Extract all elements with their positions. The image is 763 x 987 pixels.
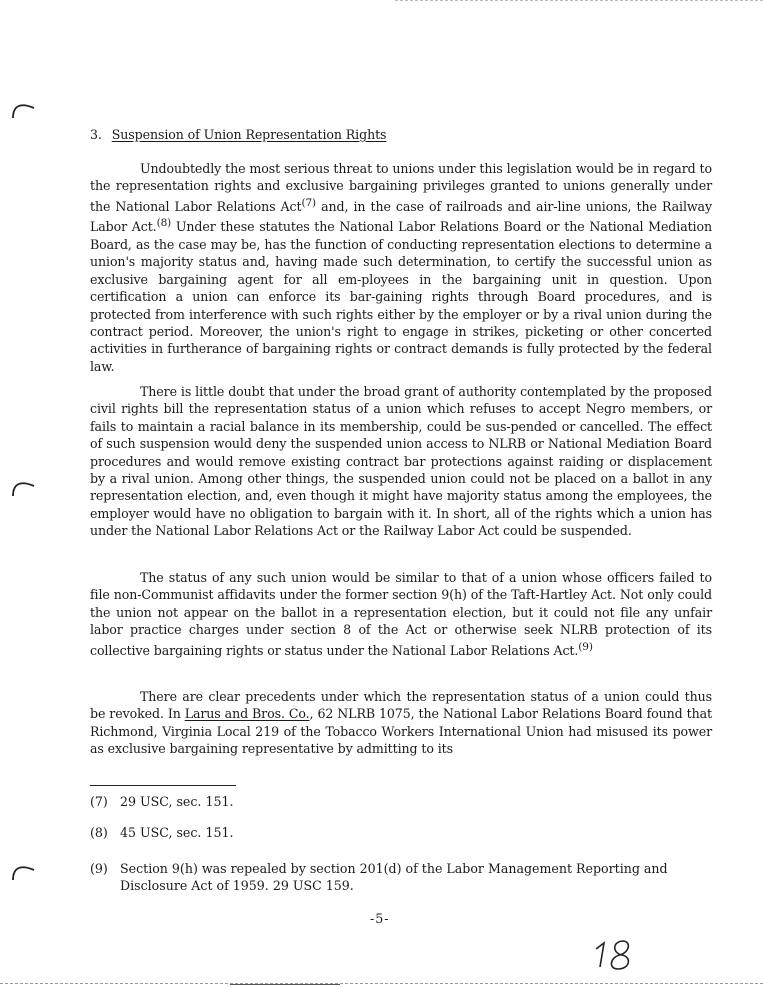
footnote <box>90 860 712 895</box>
footnote-marker: (8) <box>90 825 108 840</box>
footnote-ref: (7) <box>301 196 317 209</box>
paragraph-text: There are clear precedents under which the representation status of a union could thus be revoked. In <box>90 689 712 722</box>
paragraph-text: and, in the case of railroads and air-line unions, the Railway Labor Act. <box>90 199 712 235</box>
footnote <box>90 793 712 810</box>
scan-edge-bottom <box>230 984 340 985</box>
footnote-marker: (9) <box>90 861 108 876</box>
section-title: Suspension of Union Representation Rights <box>111 127 387 142</box>
paragraph <box>90 160 712 375</box>
page-number: -5- <box>370 911 390 926</box>
paragraph-text: There is little doubt that under the broad grant of authority contemplated by the proposed civil rights bill the representation status of a union which refuses to accept Negro members, or fails to maintain a racial balance in its membership, could be sus-pended or cancelled. The effect of such suspension would deny the suspended union access to NLRB or National Mediation Board procedures and would remove existing contract bar protections against raiding or displacement by a rival union. Among other things, the suspended union could not be placed on a ballot in any representation election, and, even though it might have majority status among the employees, the employer would have no obligation to bargain with it. In short, all of the rights which a union has under the National Labor Relations Act or the Railway Labor Act could be suspended. <box>90 384 712 539</box>
paragraph <box>90 569 712 659</box>
paragraph-text: , 62 NLRB 1075, the National Labor Relations Board found that Richmond, Virginia Local 219 of the Tobacco Workers International Union had misused its power as exclusive bargaining representative by admitting to its <box>90 706 712 757</box>
paragraph-text: The status of any such union would be similar to that of a union whose officers failed to file non-Communist affidavits under the former section 9(h) of the Taft-Hartley Act. Not only could the union not appear on the ballot in a representation election, but it could not file any unfair labor practice charges under section 8 of the Act or otherwise seek NLRB protection of its collective bargaining rights or status under the National Labor Relations Act. <box>90 570 712 658</box>
scan-edge-bottom <box>0 983 763 984</box>
section-heading <box>90 126 712 143</box>
footnote-text: 45 USC, sec. 151. <box>120 825 234 840</box>
section-number: 3. <box>90 127 102 142</box>
binder-hole-mark <box>10 100 36 120</box>
footnote-text: Section 9(h) was repealed by section 201(d) of the Labor Management Reporting and Disclosure Act of 1959. 29 USC 159. <box>120 861 668 894</box>
footnote-marker: (7) <box>90 794 108 809</box>
footnote-ref: (9) <box>578 640 593 653</box>
scan-edge-top <box>395 0 763 4</box>
binder-hole-mark <box>10 862 36 882</box>
binder-hole-mark <box>10 478 36 498</box>
paragraph-text: Undoubtedly the most serious threat to unions under this legislation would be in regard to the representation rights and exclusive bargaining privileges granted to unions generally under the National Labor Relations Act <box>90 161 712 214</box>
footnote-text: 29 USC, sec. 151. <box>120 794 234 809</box>
paragraph-text: Under these statutes the National Labor Relations Board or the National Mediation Board, as the case may be, has the function of conducting representation elections to determine a union's majority status and, having made such determination, to certify the successful union as exclusive bargaining agent for all em-ployees in the bargaining unit in question. Upon certification a union can enforce its bar-gaining rights through Board procedures, and is protected from interference with such rights either by the employer or by a rival union during the contract period. Moreover, the union's right to engage in strikes, picketing or other concerted activities in furtherance of bargaining rights or contract demands is fully protected by the federal law. <box>90 219 712 374</box>
footnote-ref: (8) <box>156 217 172 230</box>
footnote <box>90 824 712 841</box>
case-citation: Larus and Bros. Co. <box>184 706 310 722</box>
handwritten-number <box>590 935 650 975</box>
paragraph <box>90 688 712 758</box>
footnote-divider <box>90 785 236 786</box>
handwritten-number-text: 18 <box>620 957 622 958</box>
paragraph <box>90 383 712 540</box>
